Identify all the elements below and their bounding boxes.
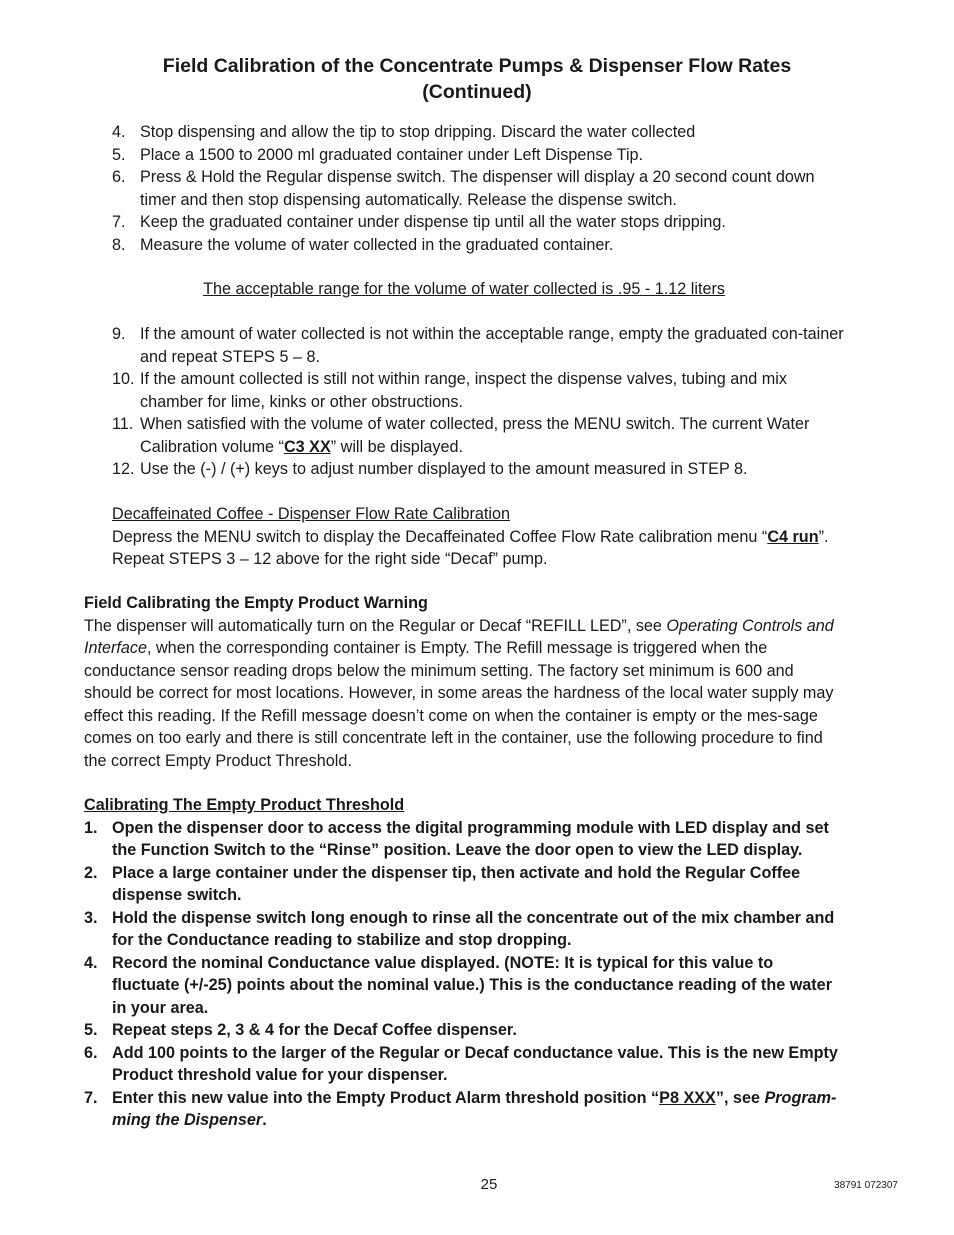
code-c4-run: C4 run [767, 527, 819, 546]
list-item: 9. If the amount of water collected is not within the acceptable range, empty the graduated con-tainer and repeat STEPS 5 – 8. [112, 325, 844, 366]
acceptable-range-note: The acceptable range for the volume of water collected is .95 - 1.12 liters [203, 280, 725, 298]
decaf-heading: Decaffeinated Coffee - Dispenser Flow Rate Calibration [112, 505, 511, 523]
page-number: 25 [480, 1176, 498, 1193]
warning-paragraph: The dispenser will automatically turn on the Regular or Decaf “REFILL LED”, see Operating Controls and Interface, when the corresponding container is Empty. The Refill message is triggered when the conductance sensor reading drops below the minimum setting. The factory set minimum is 600 and should be correct for most locations. However, in some areas the hardness of the local water supply may effect this reading. If the Refill message doesn’t come on when the container is empty or the mes-sage comes on too early and there is still concentrate left in the container, use the following procedure to find the correct Empty Product Threshold. [84, 616, 834, 770]
warning-section [84, 592, 844, 772]
document-code: 38791 072307 [834, 1180, 898, 1191]
list-item: 3. Hold the dispense switch long enough to rinse all the concentrate out of the mix chamber and for the Conductance reading to stabilize and stop dropping. [84, 908, 835, 949]
list-item: 5. Place a 1500 to 2000 ml graduated container under Left Dispense Tip. [112, 145, 644, 164]
threshold-heading: Calibrating The Empty Product Threshold [84, 796, 405, 814]
list-item: 6. Add 100 points to the larger of the Regular or Decaf conductance value. This is the new Empty Product threshold value for your dispenser. [84, 1043, 838, 1084]
programming-reference: Program-ming the Dispenser [112, 1088, 837, 1129]
list-item: 7. Enter this new value into the Empty Product Alarm threshold position “P8 XXX”, see Program-ming the Dispenser. [84, 1088, 837, 1129]
decaf-repeat-line: Repeat STEPS 3 – 12 above for the right side “Decaf” pump. [112, 550, 548, 568]
list-item: 5. Repeat steps 2, 3 & 4 for the Decaf Coffee dispenser. [84, 1021, 517, 1039]
list-item: 12. Use the (-) / (+) keys to adjust number displayed to the amount measured in STEP 8. [112, 460, 748, 478]
steps-9-to-12 [84, 323, 844, 481]
list-item: 4. Record the nominal Conductance value displayed. (NOTE: It is typical for this value to fluctuate (+/-25) points about the nominal value.) This is the conductance reading of the water in your area. [84, 953, 832, 1017]
steps-4-to-8 [84, 121, 844, 256]
operating-controls-reference: Operating Controls and Interface [84, 616, 834, 657]
decaf-section [112, 503, 852, 571]
list-item: 6. Press & Hold the Regular dispense switch. The dispenser will display a 20 second count down timer and then stop dispensing automatically. Release the dispense switch. [112, 168, 815, 209]
title-line-2: (Continued) [422, 81, 532, 103]
list-item: 11. When satisfied with the volume of water collected, press the MENU switch. The current Water Calibration volume “C3 XX” will be displayed. [112, 415, 810, 456]
code-p8-xxx: P8 XXX [659, 1088, 716, 1107]
list-item: 4. Stop dispensing and allow the tip to stop dripping. Discard the water collected [112, 123, 696, 141]
warning-heading: Field Calibrating the Empty Product Warning [84, 594, 428, 612]
code-c3-xx: C3 XX [283, 437, 331, 456]
list-item: 1. Open the dispenser door to access the digital programming module with LED display and set the Function Switch to the “Rinse” position. Leave the door open to view the LED display. [84, 818, 829, 859]
title-line-1: Field Calibration of the Concentrate Pumps & Dispenser Flow Rates [162, 55, 792, 77]
decaf-paragraph: Depress the MENU switch to display the Decaffeinated Coffee Flow Rate calibration menu “C4 run”. [112, 527, 829, 546]
list-item: 8. Measure the volume of water collected in the graduated container. [112, 235, 614, 254]
list-item: 7. Keep the graduated container under dispense tip until all the water stops dripping. [112, 213, 726, 231]
list-item: 10. If the amount collected is still not within range, inspect the dispense valves, tubing and mix chamber for lime, kinks or other obstructions. [112, 370, 787, 411]
list-item: 2. Place a large container under the dispenser tip, then activate and hold the Regular Coffee dispense switch. [84, 863, 801, 904]
threshold-section [84, 794, 844, 1132]
page-title [0, 53, 954, 105]
